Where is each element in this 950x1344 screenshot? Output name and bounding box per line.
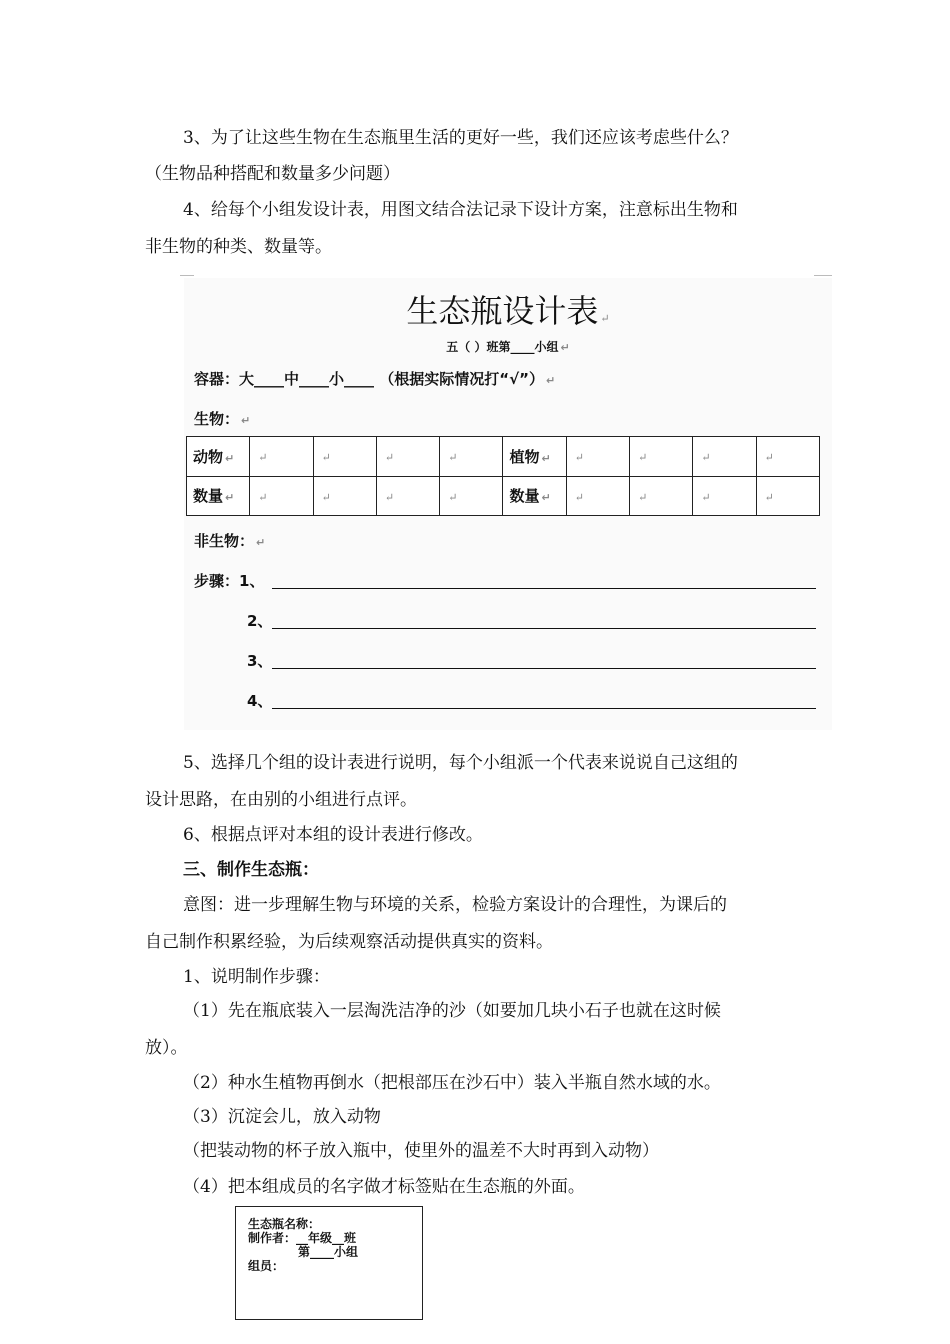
- table-cell: ↵: [630, 476, 693, 516]
- table-cell: ↵: [250, 437, 313, 477]
- form-step-4: 4、: [247, 692, 273, 710]
- step-line-3: [272, 668, 816, 669]
- intent-line1: 意图：进一步理解生物与环境的关系，检验方案设计的合理性，为课后的: [183, 895, 727, 915]
- paragraph-3-line2: （生物品种搭配和数量多少问题）: [145, 164, 400, 184]
- step-2: （2）种水生植物再倒水（把根部压在沙石中）装入半瓶自然水域的水。: [183, 1073, 721, 1093]
- paragraph-3-line1: 3、为了让这些生物在生态瓶里生活的更好一些，我们还应该考虑些什么？: [183, 128, 738, 148]
- label-card: [235, 1206, 423, 1320]
- crop-mark-right: [814, 275, 832, 276]
- form-steps-label: 步骤：1、: [194, 572, 265, 590]
- form-organisms-label: 生物： ↵: [194, 410, 251, 428]
- step-line-4: [272, 708, 816, 709]
- label-card-maker: 制作者：__年级__班: [248, 1231, 357, 1245]
- intent-line2: 自己制作积累经验，为后续观察活动提供真实的资料。: [145, 932, 553, 952]
- table-cell-quantity: 数量 ↵: [187, 476, 250, 516]
- organism-table: [186, 436, 820, 516]
- step-intro: 1、说明制作步骤：: [183, 967, 330, 987]
- table-cell: ↵: [376, 476, 439, 516]
- table-cell: ↵: [440, 437, 503, 477]
- design-form-image: [184, 278, 832, 730]
- table-row: [187, 437, 820, 477]
- table-cell: ↵: [756, 437, 819, 477]
- table-cell-plant: 植物 ↵: [503, 437, 566, 477]
- form-step-2: 2、: [247, 612, 273, 630]
- table-cell: ↵: [313, 437, 376, 477]
- step-3-note: （把装动物的杯子放入瓶中，使里外的温差不大时再到入动物）: [183, 1141, 659, 1161]
- table-cell: ↵: [440, 476, 503, 516]
- step-line-1: [272, 588, 816, 589]
- step-3: （3）沉淀会儿，放入动物: [183, 1107, 381, 1127]
- form-nonliving-label: 非生物： ↵: [194, 532, 266, 550]
- table-cell: ↵: [376, 437, 439, 477]
- crop-mark-left: [180, 275, 194, 276]
- table-cell: ↵: [756, 476, 819, 516]
- form-container-line: 容器：大____中____小____ （根据实际情况打“√”） ↵: [194, 370, 556, 388]
- paragraph-4-line2: 非生物的种类、数量等。: [145, 237, 332, 257]
- paragraph-5-line1: 5、选择几个组的设计表进行说明，每个小组派一个代表来说说自己这组的: [183, 753, 738, 773]
- paragraph-5-line2: 设计思路，在由别的小组进行点评。: [145, 790, 417, 810]
- form-step-3: 3、: [247, 652, 273, 670]
- table-cell: ↵: [250, 476, 313, 516]
- form-class-line: 五（ ）班第____小组 ↵: [446, 340, 570, 354]
- step-4: （4）把本组成员的名字做才标签贴在生态瓶的外面。: [183, 1177, 585, 1197]
- label-card-members: 组员：: [248, 1259, 285, 1273]
- step-1-line1: （1）先在瓶底装入一层淘洗洁净的沙（如要加几块小石子也就在这时候: [183, 1001, 721, 1021]
- table-cell-animal: 动物 ↵: [187, 437, 250, 477]
- step-line-2: [272, 628, 816, 629]
- paragraph-6: 6、根据点评对本组的设计表进行修改。: [183, 825, 483, 845]
- table-cell: ↵: [566, 437, 629, 477]
- table-cell: ↵: [566, 476, 629, 516]
- section-3-heading: 三、制作生态瓶：: [183, 860, 319, 880]
- table-cell: ↵: [630, 437, 693, 477]
- label-card-group: 第____小组: [298, 1245, 359, 1259]
- step-1-line2: 放）。: [145, 1038, 188, 1058]
- table-cell: ↵: [693, 476, 756, 516]
- table-row: [187, 476, 820, 516]
- paragraph-4-line1: 4、给每个小组发设计表，用图文结合法记录下设计方案，注意标出生物和: [183, 200, 738, 220]
- form-title: 生态瓶设计表 ↵: [406, 292, 610, 330]
- table-cell-quantity: 数量 ↵: [503, 476, 566, 516]
- table-cell: ↵: [693, 437, 756, 477]
- table-cell: ↵: [313, 476, 376, 516]
- label-card-name: 生态瓶名称：: [248, 1217, 321, 1231]
